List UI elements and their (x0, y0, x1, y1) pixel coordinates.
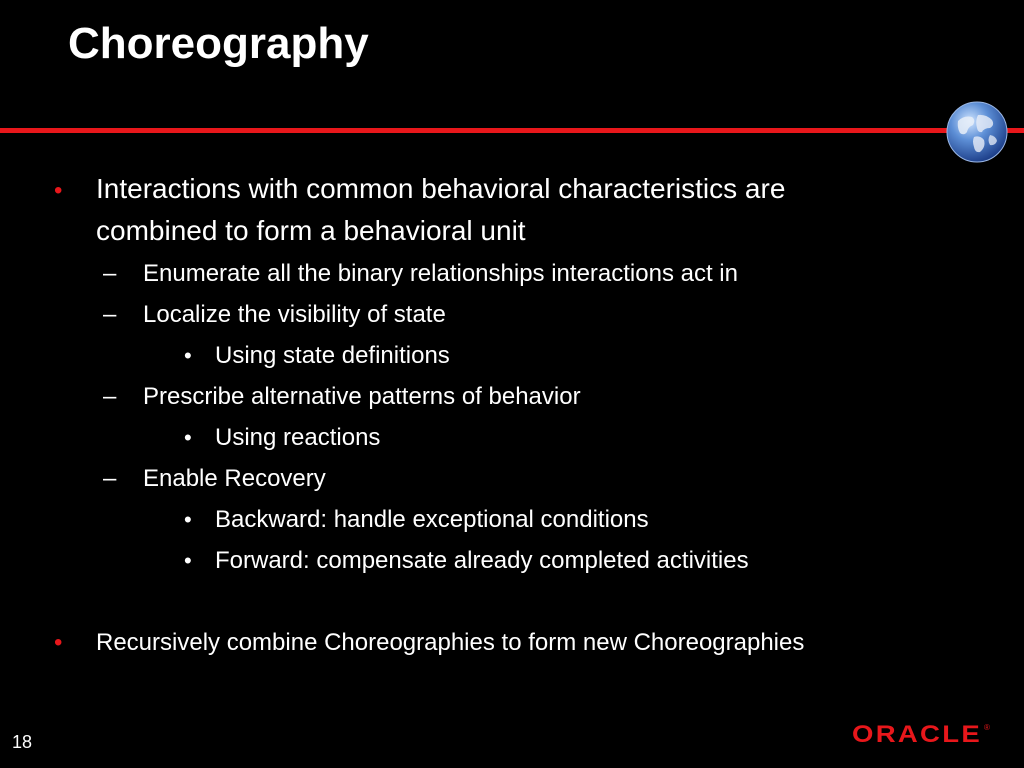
svg-text:ORACLE: ORACLE (852, 721, 982, 748)
sub-sub-bullet-text: Using state definitions (215, 342, 450, 369)
sub-sub-bullet-marker: • (184, 548, 192, 573)
sub-bullet-marker: – (103, 383, 117, 410)
bullet-text: Recursively combine Choreographies to form new Choreographies (96, 629, 805, 656)
title-divider (0, 128, 1024, 133)
bullet-marker: • (54, 177, 63, 204)
sub-bullet-text: Enumerate all the binary relationships interactions act in (143, 260, 738, 287)
sub-sub-bullet-marker: • (184, 425, 192, 450)
sub-sub-bullet-marker: • (184, 343, 192, 368)
bullet-text: Interactions with common behavioral characteristics are (96, 173, 786, 204)
sub-sub-bullet-text: Forward: compensate already completed activities (215, 547, 749, 574)
slide-title: Choreography (68, 19, 369, 68)
sub-sub-bullet-text: Using reactions (215, 424, 381, 451)
sub-bullet-marker: – (103, 260, 117, 287)
sub-bullet-marker: – (103, 301, 117, 328)
sub-bullet-text: Enable Recovery (143, 465, 326, 492)
svg-text:®: ® (984, 723, 990, 732)
sub-sub-bullet-text: Backward: handle exceptional conditions (215, 506, 649, 533)
page-number: 18 (12, 732, 33, 752)
bullet-text: combined to form a behavioral unit (96, 215, 526, 246)
sub-bullet-text: Localize the visibility of state (143, 301, 446, 328)
globe-icon (946, 101, 1008, 163)
bullet-marker: • (54, 629, 63, 656)
sub-sub-bullet-marker: • (184, 507, 192, 532)
sub-bullet-marker: – (103, 465, 117, 492)
oracle-logo (852, 720, 994, 748)
sub-bullet-text: Prescribe alternative patterns of behavior (143, 383, 581, 410)
